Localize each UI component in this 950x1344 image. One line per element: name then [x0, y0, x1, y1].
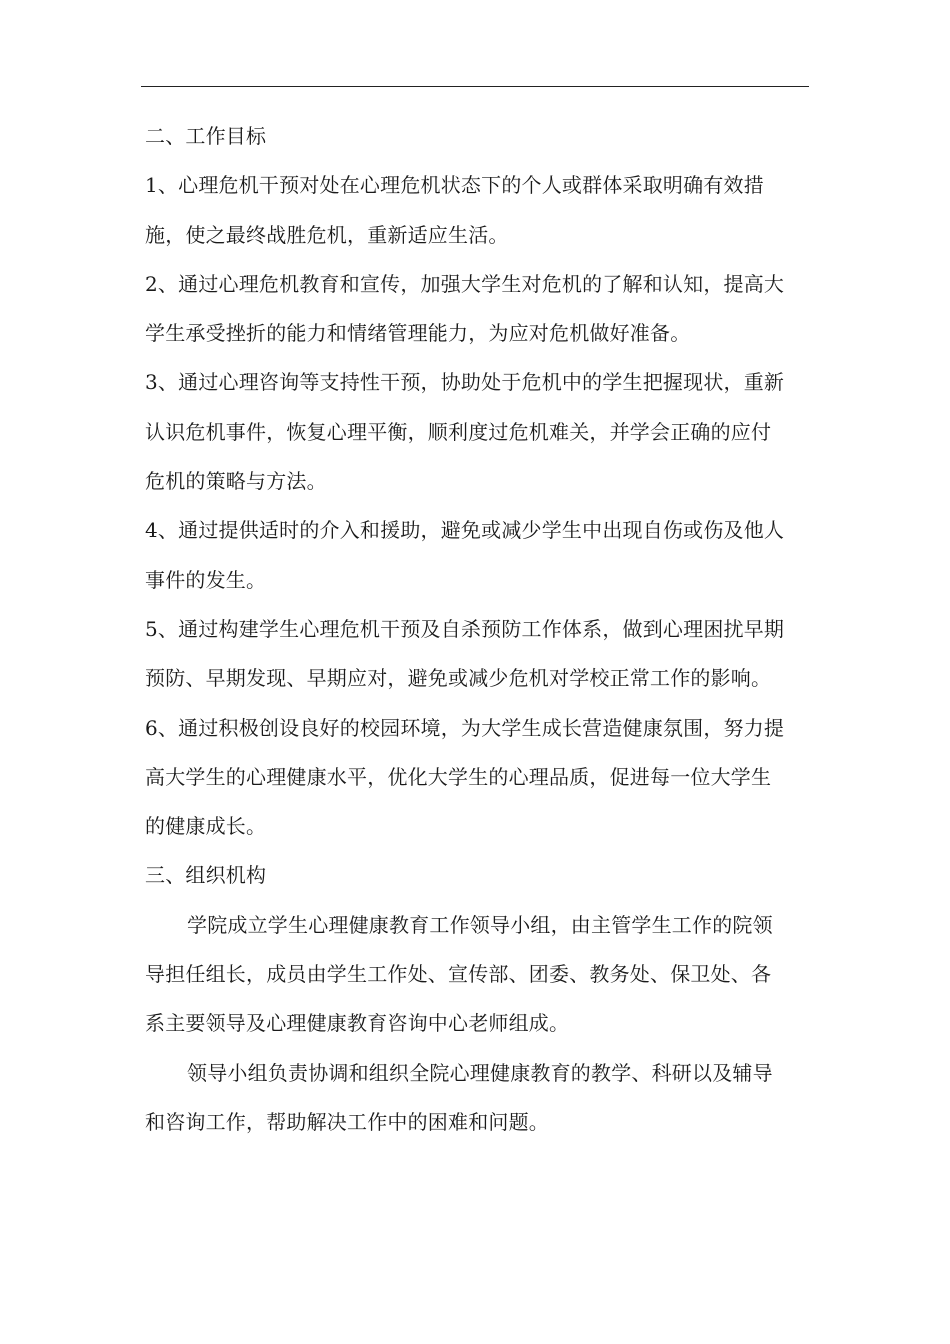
goal-3-line-3: 危机的策略与方法。 [145, 469, 327, 494]
goal-1-line-2: 施，使之最终战胜危机，重新适应生活。 [145, 222, 509, 247]
goal-3-line-2: 认识危机事件，恢复心理平衡，顺利度过危机难关，并学会正确的应付 [145, 419, 772, 444]
goal-2-line-1: 2、通过心理危机教育和宣传，加强大学生对危机的了解和认知，提高大 [145, 271, 785, 296]
org-paragraph-2-line-1: 领导小组负责协调和组织全院心理健康教育的教学、科研以及辅导 [187, 1060, 773, 1085]
org-paragraph-1-line-2: 导担任组长，成员由学生工作处、宣传部、团委、教务处、保卫处、各 [145, 962, 772, 987]
goal-6-line-1: 6、通过积极创设良好的校园环境，为大学生成长营造健康氛围，努力提 [145, 715, 785, 740]
goal-5-line-1: 5、通过构建学生心理危机干预及自杀预防工作体系，做到心理困扰早期 [145, 616, 785, 641]
org-paragraph-1-line-1: 学院成立学生心理健康教育工作领导小组，由主管学生工作的院领 [187, 912, 773, 937]
goal-1-line-1: 1、心理危机干预对处在心理危机状态下的个人或群体采取明确有效措 [145, 173, 764, 198]
org-paragraph-1-line-3: 系主要领导及心理健康教育咨询中心老师组成。 [145, 1011, 570, 1036]
org-paragraph-2-line-2: 和咨询工作，帮助解决工作中的困难和问题。 [145, 1109, 549, 1134]
section-heading-goals: 二、工作目标 [145, 124, 267, 148]
goal-4-line-2: 事件的发生。 [145, 567, 267, 592]
header-rule [141, 86, 809, 87]
goal-4-line-1: 4、通过提供适时的介入和援助，避免或减少学生中出现自伤或伤及他人 [145, 518, 785, 543]
goal-6-line-2: 高大学生的心理健康水平，优化大学生的心理品质，促进每一位大学生 [145, 764, 772, 789]
goal-5-line-2: 预防、早期发现、早期应对，避免或减少危机对学校正常工作的影响。 [145, 666, 772, 691]
goal-2-line-2: 学生承受挫折的能力和情绪管理能力，为应对危机做好准备。 [145, 321, 691, 346]
goal-3-line-1: 3、通过心理咨询等支持性干预，协助处于危机中的学生把握现状，重新 [145, 370, 785, 395]
goal-6-line-3: 的健康成长。 [145, 814, 267, 839]
document-body [145, 112, 805, 1147]
section-heading-organization: 三、组织机构 [145, 863, 267, 888]
